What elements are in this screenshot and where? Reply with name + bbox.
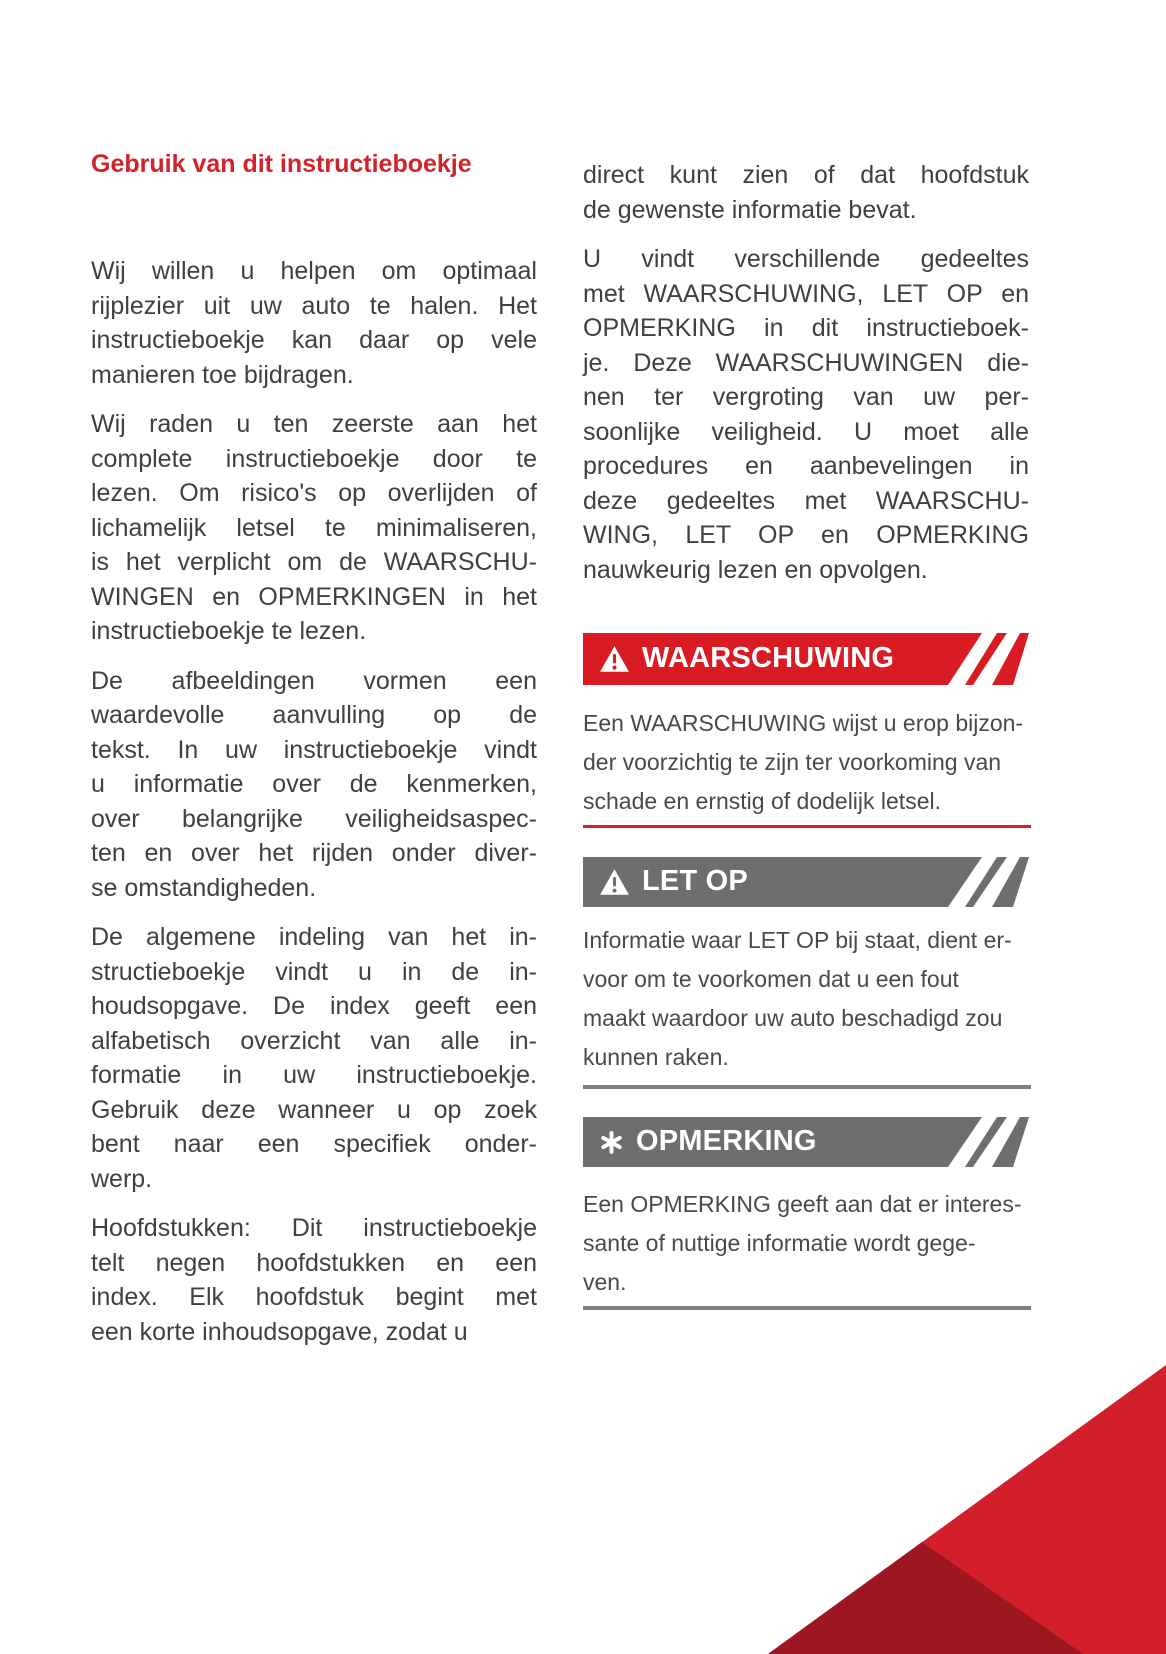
warning-triangle-icon — [599, 645, 630, 673]
text-line: ten en over het rijden onder diver- — [91, 839, 537, 867]
text-line: tekst. In uw instructieboekje vindt — [91, 735, 537, 764]
text-line: telt negen hoofdstukken en een — [91, 1248, 537, 1277]
text-line: deze gedeeltes met WAARSCHU- — [583, 486, 1029, 515]
text-line: complete instructieboekje door te — [91, 444, 537, 473]
text-line: lichamelijk letsel te minimaliseren, — [91, 513, 537, 542]
caution-note-text — [583, 921, 1031, 1077]
text-line: soonlijke veiligheid. U moet alle — [583, 417, 1029, 446]
text-line: sante of nuttige informatie wordt gege- — [583, 1230, 976, 1256]
text-line: Informatie waar LET OP bij staat, dient er- — [583, 927, 1012, 953]
text-line: procedures en aanbevelingen in — [583, 452, 1029, 480]
text-line: een korte inhoudsopgave, zodat u — [91, 1317, 468, 1346]
text-line: Wij raden u ten zeerste aan het — [91, 410, 537, 438]
gray-divider-rule — [583, 1085, 1031, 1089]
warning-banner-label: WAARSCHUWING — [642, 641, 895, 674]
note-banner-label: OPMERKING — [636, 1124, 817, 1157]
right-column — [583, 158, 1029, 602]
note-banner-content — [583, 1117, 1029, 1167]
text-line: ven. — [583, 1269, 627, 1295]
text-line: schade en ernstig of dodelijk letsel. — [583, 788, 941, 814]
red-divider-rule — [583, 825, 1031, 828]
warning-triangle-icon — [599, 868, 630, 896]
text-line: Wij willen u helpen om optimaal — [91, 257, 537, 285]
text-line: U vindt verschillende gedeeltes — [583, 245, 1029, 273]
note-note-text — [583, 1185, 1031, 1302]
text-line: WING, LET OP en OPMERKING — [583, 521, 1029, 549]
paragraph — [583, 158, 1029, 227]
text-line: de gewenste informatie bevat. — [583, 195, 917, 224]
caution-banner — [583, 857, 1029, 907]
text-line: instructieboekje kan daar op vele — [91, 326, 537, 354]
left-column — [91, 254, 537, 1364]
text-line: Een WAARSCHUWING wijst u erop bijzon- — [583, 710, 1024, 736]
text-line: manieren toe bijdragen. — [91, 360, 354, 389]
text-line: structieboekje vindt u in de in- — [91, 957, 537, 986]
text-line: bent naar een specifiek onder- — [91, 1130, 537, 1158]
text-line: waardevolle aanvulling op de — [91, 701, 537, 729]
warning-note-text — [583, 704, 1031, 821]
text-line: alfabetisch overzicht van alle in- — [91, 1026, 537, 1055]
gray-divider-rule — [583, 1306, 1031, 1310]
text-line: instructieboekje te lezen. — [91, 617, 367, 645]
caution-banner-content — [583, 857, 1029, 907]
caution-banner-label: LET OP — [642, 864, 748, 897]
paragraph — [91, 1211, 537, 1349]
text-line: rijplezier uit uw auto te halen. Het — [91, 291, 537, 320]
warning-banner-content — [583, 633, 1029, 685]
note-banner — [583, 1117, 1029, 1167]
text-line: nauwkeurig lezen en opvolgen. — [583, 555, 928, 584]
paragraph — [91, 407, 537, 649]
text-line: nen ter vergroting van uw per- — [583, 383, 1029, 411]
text-line: Een OPMERKING geeft aan dat er interes- — [583, 1191, 1022, 1217]
text-line: met WAARSCHUWING, LET OP en — [583, 279, 1029, 308]
text-line: kunnen raken. — [583, 1044, 729, 1070]
asterisk-icon — [599, 1130, 624, 1155]
text-line: OPMERKING in dit instructieboek- — [583, 314, 1029, 342]
text-line: De algemene indeling van het in- — [91, 923, 537, 951]
text-line: der voorzichtig te zijn ter voorkoming van — [583, 749, 1002, 775]
text-line: u informatie over de kenmerken, — [91, 770, 537, 798]
text-line: over belangrijke veiligheidsaspec- — [91, 804, 537, 833]
page-corner-graphic — [0, 1354, 1166, 1654]
warning-banner — [583, 633, 1029, 685]
text-line: houdsopgave. De index geeft een — [91, 992, 537, 1020]
text-line: lezen. Om risico's op overlijden of — [91, 479, 537, 507]
text-line: voor om te voorkomen dat u een fout — [583, 966, 959, 992]
page-title: Gebruik van dit instructieboekje — [91, 150, 472, 178]
text-line: direct kunt zien of dat hoofdstuk — [583, 161, 1029, 189]
text-line: Gebruik deze wanneer u op zoek — [91, 1095, 537, 1124]
text-line: index. Elk hoofdstuk begint met — [91, 1283, 537, 1311]
text-line: maakt waardoor uw auto beschadigd zou — [583, 1005, 1003, 1031]
text-line: je. Deze WAARSCHUWINGEN die- — [583, 348, 1029, 377]
text-line: De afbeeldingen vormen een — [91, 666, 537, 695]
paragraph — [91, 254, 537, 392]
text-line: is het verplicht om de WAARSCHU- — [91, 548, 537, 576]
paragraph — [91, 920, 537, 1196]
paragraph — [583, 242, 1029, 587]
text-line: se omstandigheden. — [91, 873, 317, 902]
paragraph — [91, 664, 537, 906]
text-line: WINGEN en OPMERKINGEN in het — [91, 582, 537, 611]
text-line: formatie in uw instructieboekje. — [91, 1061, 537, 1089]
text-line: werp. — [91, 1164, 153, 1193]
text-line: Hoofdstukken: Dit instructieboekje — [91, 1214, 537, 1242]
